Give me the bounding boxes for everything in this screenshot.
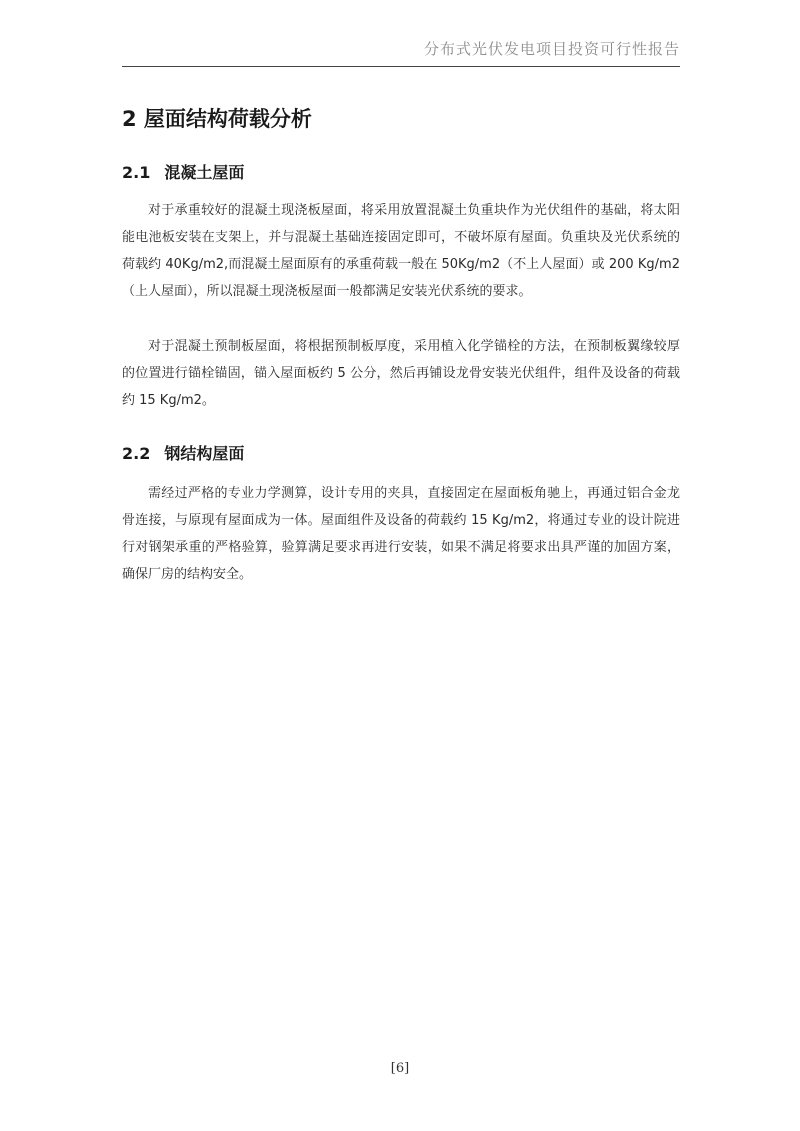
paragraph-steel-structure: 需经过严格的专业力学测算，设计专用的夹具，直接固定在屋面板角驰上，再通过铝合金龙骨连接，与原现有屋面成为一体。屋面组件及设备的荷载约 15 Kg/m2，将通过专业的设计院进行对钢架承重的严格验算，验算满足要求再进行安装，如果不满足将要求出具严谨的加固方案，确保厂房的结构安全。 (122, 486, 680, 582)
subsection-number: 2.1 (122, 163, 151, 182)
section-title: 2 屋面结构荷载分析 (122, 107, 312, 131)
paragraph-concrete-cast: 对于承重较好的混凝土现浇板屋面，将采用放置混凝土负重块作为光伏组件的基础，将太阳能电池板安装在支架上，并与混凝土基础连接固定即可，不破坏原有屋面。负重块及光伏系统的荷载约 40Kg/m2,而混凝土屋面原有的承重荷载一般在 50Kg/m2（不上人屋面）或 200 Kg/m2（上人屋面），所以混凝土现浇板屋面一般都满足安装光伏系统的要求。 (122, 203, 680, 299)
page-number: [6] (390, 1061, 410, 1076)
subsection-title-2-2 (122, 441, 244, 464)
subsection-label: 混凝土屋面 (164, 163, 245, 182)
header-title: 分布式光伏发电项目投资可行性报告 (423, 40, 680, 58)
page-header (122, 36, 680, 67)
subsection-label: 钢结构屋面 (164, 444, 245, 463)
subsection-title-2-1 (122, 160, 244, 183)
subsection-number: 2.2 (122, 444, 151, 463)
paragraph-concrete-precast: 对于混凝土预制板屋面，将根据预制板厚度，采用植入化学锚栓的方法，在预制板翼缘较厚的位置进行锚栓锚固，锚入屋面板约 5 公分，然后再铺设龙骨安装光伏组件，组件及设备的荷载约 15 Kg/m2。 (122, 339, 680, 408)
